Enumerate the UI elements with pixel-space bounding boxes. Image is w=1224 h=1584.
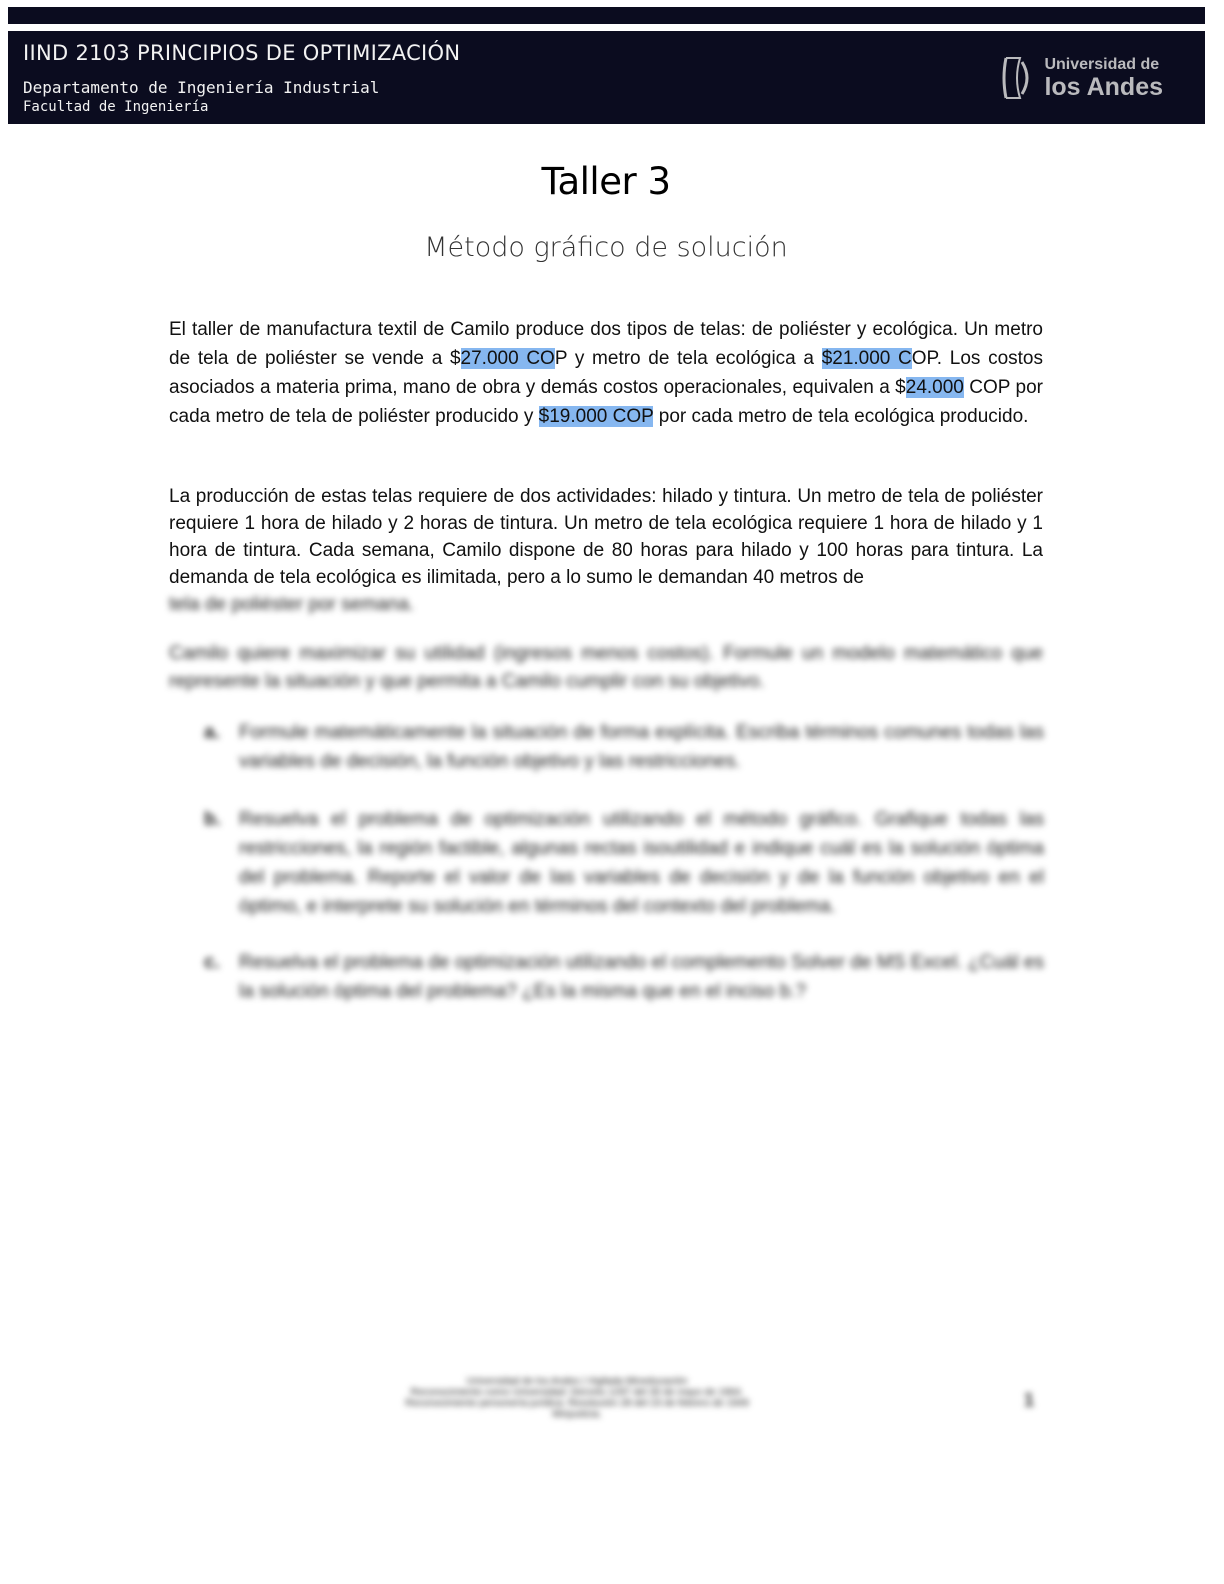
logo-text-line2: los Andes <box>1044 72 1163 101</box>
page-footer <box>396 1376 758 1420</box>
paragraph-2: La producción de estas telas requiere de dos actividades: hilado y tintura. Un metro de tela de poliéster requiere 1 hora de hilado y 2 horas de tintura. Un metro de tela ecológica requiere 1 hora de hilado y 1 hora de tintura. Cada semana, Camilo dispone de 80 horas para hilado y 100 horas para tintura. La demanda de tela ecológica es ilimitada, pero a lo sumo le demandan 40 metros de <box>169 486 1043 588</box>
highlight-cost-ecological: $19.000 COP <box>538 406 654 427</box>
document-title: Taller 3 <box>541 160 671 203</box>
question-a <box>204 718 1044 776</box>
university-logo-icon <box>1000 54 1038 102</box>
logo-text-line1: Universidad de <box>1044 55 1160 73</box>
footer-line-3: Reconocimiento personería jurídica: Resolución 28 del 23 de febrero de 1949 Minjusticia. <box>405 1398 749 1420</box>
highlight-cost-polyester: 24.000 <box>905 377 964 398</box>
university-logo <box>1000 54 1163 102</box>
p1-text-4: COP por cada metro de tela de poliéster producido y <box>169 377 1043 427</box>
question-c-text: Resuelva el problema de optimización utilizando el complemento Solver de MS Excel. ¿Cuál es la solución óptima del problema? ¿Es la misma que en el inciso b.? <box>239 952 1044 1002</box>
paragraph-1 <box>169 315 1043 431</box>
paragraph-3-blurred: Camilo quiere maximizar su utilidad (ingresos menos costos). Formule un modelo matemático que represente la situación y que permita a Camilo cumplir con su objetivo. <box>169 643 1043 692</box>
p1-text-3: OP. Los costos asociados a materia prima, mano de obra y demás costos operacionales, equivalen a $ <box>169 348 1043 398</box>
footer-line-1: Universidad de los Andes | Vigilada Mineducación <box>466 1376 688 1387</box>
p1-text-2: P y metro de tela ecológica a <box>554 348 822 369</box>
highlight-price-ecological: $21.000 C <box>821 348 912 369</box>
question-b-text: Resuelva el problema de optimización utilizando el método gráfico. Grafique todas las restricciones, la región factible, algunas rectas isoutilidad e indique cuál es la solución óptima del problema. Reporte el valor de las variables de decisión y de la función objetivo en el óptimo, e interprete su solución en términos del contexto del problema. <box>239 809 1044 917</box>
document-header <box>8 31 1205 124</box>
blurred-line: tela de poliéster por semana. <box>169 594 415 615</box>
faculty-name: Facultad de Ingeniería <box>23 99 209 115</box>
course-title: IIND 2103 PRINCIPIOS DE OPTIMIZACIÓN <box>23 41 461 65</box>
page-number: 1 <box>1024 1390 1035 1410</box>
top-rule <box>8 7 1205 24</box>
highlight-price-polyester: 27.000 CO <box>460 348 555 369</box>
question-c <box>204 948 1044 1006</box>
footer-line-2: Reconocimiento como Universidad: Decreto 1297 del 30 de mayo de 1964. <box>410 1387 744 1398</box>
question-b <box>204 805 1044 921</box>
document-subtitle: Método gráfico de solución <box>424 232 788 263</box>
p1-text-1: El taller de manufactura textil de Camilo produce dos tipos de telas: de poliéster y ecológica. Un metro de tela de poliéster se vende a $ <box>169 319 1043 369</box>
p1-text-5: por cada metro de tela ecológica producido. <box>653 406 1029 427</box>
question-b-marker: b. <box>204 809 221 830</box>
department-name: Departamento de Ingeniería Industrial <box>23 78 380 97</box>
question-c-marker: c. <box>204 952 220 973</box>
question-a-marker: a. <box>204 722 220 743</box>
question-a-text: Formule matemáticamente la situación de forma explícita. Escriba términos comunes todas las variables de decisión, la función objetivo y las restricciones. <box>239 722 1044 772</box>
